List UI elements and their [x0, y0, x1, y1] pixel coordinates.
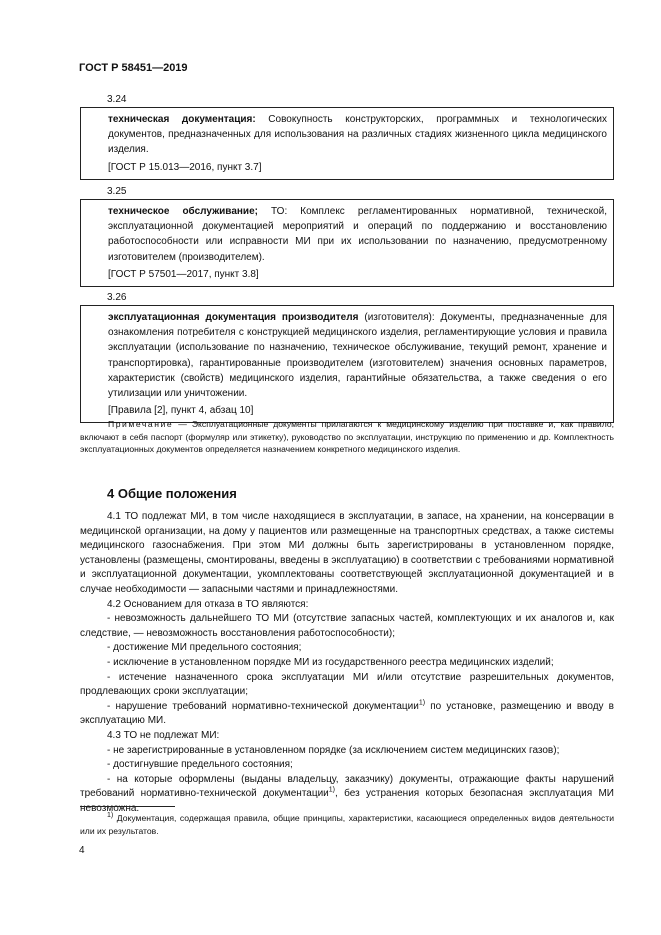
term-name: техническая документация: — [108, 114, 256, 125]
list-item — [80, 700, 614, 729]
list-item: - достижение МИ предельного состояния; — [107, 642, 302, 654]
list-item: - достигнувшие предельного состояния; — [107, 759, 293, 771]
footnote-ref: 1) — [418, 699, 426, 707]
term-name: эксплуатационная документация производителя — [108, 312, 359, 323]
footnote-text: Документация, содержащая правила, общие принципы, характеристики, касающиеся определенных видов деятельности или их результатов. — [80, 813, 614, 836]
list-item-text: по установке, размещению и вводу в эксплуатацию МИ. — [80, 700, 614, 727]
list-item — [80, 773, 614, 820]
term-source: [ГОСТ Р 15.013—2016, пункт 3.7] — [108, 161, 262, 173]
list-item: - истечение назначенного срока эксплуатации МИ и/или отсутствие разрешительных документов, продлевающих сроки эксплуатации; — [80, 671, 614, 698]
term-source: [ГОСТ Р 57501—2017, пункт 3.8] — [108, 268, 259, 280]
list-item-text: - нарушение требований нормативно-технической документации — [107, 700, 419, 712]
term-text: (изготовителя): Документы, предназначенные для ознакомления потребителя с конструкцией медицинского изделия, регламентирующие условия и правила эксплуатации (использование по назначению, техническое обслуживание, текущий ремонт, хранение и транспортировка), гарантированные производителем (изготовителем) значения основных параметров, характеристик (свойств) медицинского изделия, гарантийные обязательства, а также сведения о его утилизации или уничтожении. — [108, 312, 607, 400]
note-text: — Эксплуатационные документы прилагаются к медицинскому изделию при поставке и, как правило, включают в себя паспорт (формуляр или этикетку), руководство по эксплуатации, инструкцию по применению и др. Комплектность эксплуатационных документов определяется назначением конкретного медицинского изделия. — [80, 419, 614, 455]
paragraph-4-3: 4.3 ТО не подлежат МИ: — [107, 729, 220, 741]
section-body — [80, 510, 614, 816]
list-item: - не зарегистрированные в установленном порядке (за исключением систем медицинских газов); — [107, 744, 560, 756]
paragraph-4-1: 4.1 ТО подлежат МИ, в том числе находящиеся в эксплуатации, в запасе, на хранении, на консервации в медицинской организации, на дому у пациентов или размещенные на транспортных средствах, а также системы медицинского газоснабжения. При этом МИ должны быть зарегистрированы в установленном порядке, установлены (размещены, смонтированы, введены в эксплуатацию) в соответствии с требованиями нормативной и эксплуатационной документации, укомплектованы соответствующей эксплуатационной документацией и в случае необходимости — запасными частями и принадлежностями. — [80, 511, 614, 595]
term-source: [Правила [2], пункт 4, абзац 10] — [108, 405, 254, 417]
paragraph-4-2: 4.2 Основанием для отказа в ТО являются: — [107, 598, 309, 610]
term-definition — [108, 112, 607, 158]
note-paragraph — [80, 418, 614, 456]
term-definition — [108, 310, 607, 401]
note-label: Примечание — [108, 419, 174, 429]
term-text: Совокупность конструкторских, программных и технологических документов, предназначенных для использования на различных стадиях жизненного цикла медицинского изделия. — [108, 114, 607, 156]
section-title: 4 Общие положения — [107, 486, 237, 501]
term-box-3-24 — [80, 107, 614, 180]
list-item: - невозможность дальнейшего ТО МИ (отсутствие запасных частей, комплектующих и их аналогов и, как следствие, — невозможность восстановления работоспособности); — [80, 613, 614, 639]
list-item-text: - на которые оформлены (выданы владельцу, заказчику) документы, отражающие факты нарушений требований нормативно-технической документации — [80, 773, 614, 800]
footnote-ref: 1) — [328, 786, 335, 794]
term-number: 3.24 — [107, 94, 127, 105]
footnote — [80, 812, 614, 837]
document-code-header: ГОСТ Р 58451—2019 — [79, 62, 188, 74]
term-number: 3.26 — [107, 292, 127, 303]
footnote-mark: 1) — [107, 812, 114, 820]
footnote-divider — [80, 806, 175, 807]
list-item: - исключение в установленном порядке МИ из государственного реестра медицинских изделий; — [107, 656, 554, 668]
term-text: ТО: Комплекс регламентированных нормативной, технической, эксплуатационной документацией мероприятий и операций по поддержанию и восстановлению работоспособности или исправности МИ при их использовании по назначению, предусмотренному изготовителем (производителем). — [108, 206, 607, 263]
term-box-3-26 — [80, 305, 614, 423]
term-box-3-25 — [80, 199, 614, 287]
list-item-text: , без устранения которых безопасная эксплуатация МИ невозможна. — [80, 788, 614, 814]
term-name: техническое обслуживание; — [108, 206, 258, 217]
page-number: 4 — [79, 845, 85, 856]
term-number: 3.25 — [107, 186, 127, 197]
term-definition — [108, 204, 607, 265]
